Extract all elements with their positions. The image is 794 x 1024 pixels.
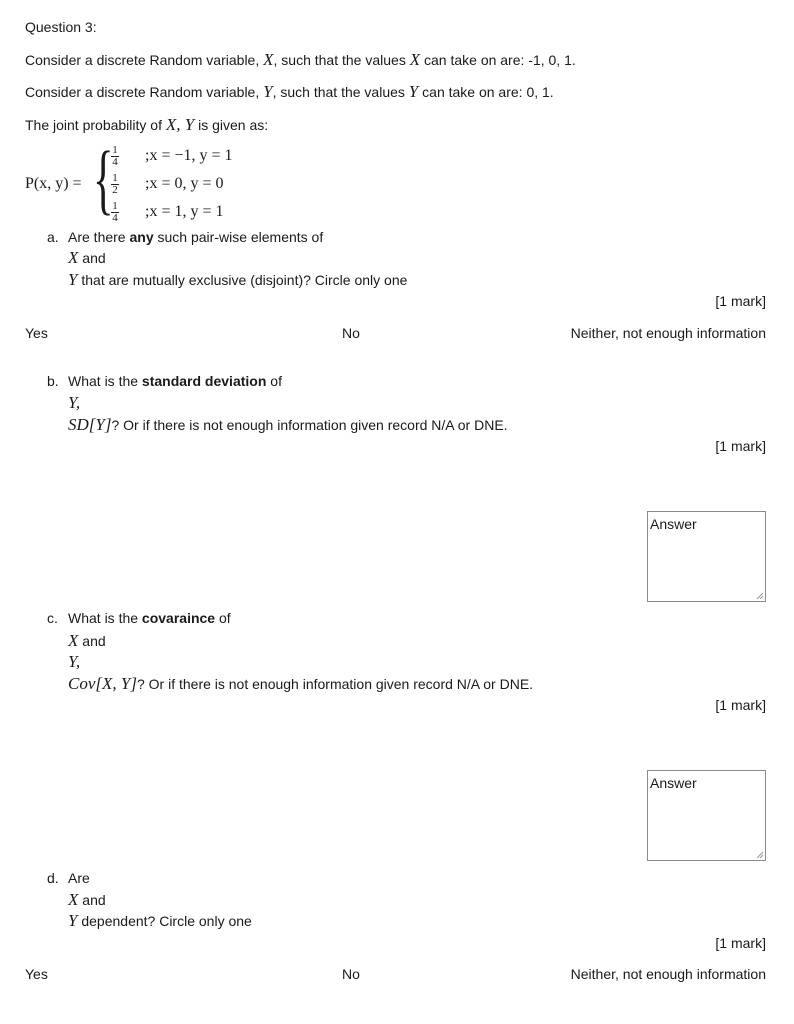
resize-grip-icon[interactable] bbox=[755, 591, 764, 600]
pmf-case-2: $\frac{1}{2}$ bbox=[112, 172, 118, 196]
resize-grip-icon[interactable] bbox=[755, 850, 764, 859]
pmf-lhs: P(x, y) = bbox=[25, 175, 82, 192]
part-a-line1: Are there any such pair-wise elements of bbox=[68, 229, 324, 245]
part-a-line3: Y that are mutually exclusive (disjoint)? Circle only one bbox=[68, 270, 408, 289]
part-d-marker: d. bbox=[47, 870, 59, 886]
pmf-case-3: $\frac{1}{4}$ bbox=[112, 200, 118, 224]
part-d-option-neither[interactable]: Neither, not enough information bbox=[570, 966, 766, 982]
part-c-line1: What is the covaraince of bbox=[68, 610, 231, 626]
question-title: Question 3: bbox=[25, 19, 97, 35]
pmf-cond-2: ;x = 0, y = 0 bbox=[145, 175, 224, 192]
part-a-option-yes[interactable]: Yes bbox=[25, 325, 48, 341]
part-a-line2: X and bbox=[68, 248, 106, 267]
part-a-marker: a. bbox=[47, 229, 59, 245]
part-b-answer-field[interactable] bbox=[647, 511, 766, 602]
intro-line-joint: The joint probability of X, Y is given as: bbox=[25, 115, 269, 134]
part-d-line1: Are bbox=[68, 870, 90, 886]
pmf-case-1: $\frac{1}{4}$ bbox=[112, 144, 118, 168]
part-c-line2: X and bbox=[68, 631, 106, 650]
part-c-answer-field[interactable] bbox=[647, 770, 766, 861]
part-a-mark: [1 mark] bbox=[715, 293, 766, 309]
part-d-line2: X and bbox=[68, 890, 106, 909]
part-a-option-no[interactable]: No bbox=[342, 325, 360, 341]
pmf-cond-1: ;x = −1, y = 1 bbox=[145, 147, 233, 164]
part-b-answer-label: Answer bbox=[650, 516, 697, 532]
part-b-line2: Y, bbox=[68, 393, 81, 412]
part-b-marker: b. bbox=[47, 373, 59, 389]
part-c-line3: Y, bbox=[68, 652, 81, 671]
part-b-line3: SD[Y]? Or if there is not enough information given record N/A or DNE. bbox=[68, 415, 508, 434]
intro-line-x: Consider a discrete Random variable, X, such that the values X can take on are: -1, 0, 1. bbox=[25, 50, 576, 69]
part-d-mark: [1 mark] bbox=[715, 935, 766, 951]
part-a-option-neither[interactable]: Neither, not enough information bbox=[570, 325, 766, 341]
part-b-mark: [1 mark] bbox=[715, 438, 766, 454]
part-c-line4: Cov[X, Y]? Or if there is not enough information given record N/A or DNE. bbox=[68, 674, 534, 693]
intro-line-y: Consider a discrete Random variable, Y, such that the values Y can take on are: 0, 1. bbox=[25, 82, 554, 101]
part-d-line3: Y dependent? Circle only one bbox=[68, 911, 252, 930]
part-d-option-no[interactable]: No bbox=[342, 966, 360, 982]
part-b-line1: What is the standard deviation of bbox=[68, 373, 282, 389]
part-c-answer-label: Answer bbox=[650, 775, 697, 791]
part-d-option-yes[interactable]: Yes bbox=[25, 966, 48, 982]
pmf-brace: { bbox=[93, 135, 114, 222]
pmf-cond-3: ;x = 1, y = 1 bbox=[145, 203, 224, 220]
part-c-marker: c. bbox=[47, 610, 58, 626]
part-c-mark: [1 mark] bbox=[715, 697, 766, 713]
